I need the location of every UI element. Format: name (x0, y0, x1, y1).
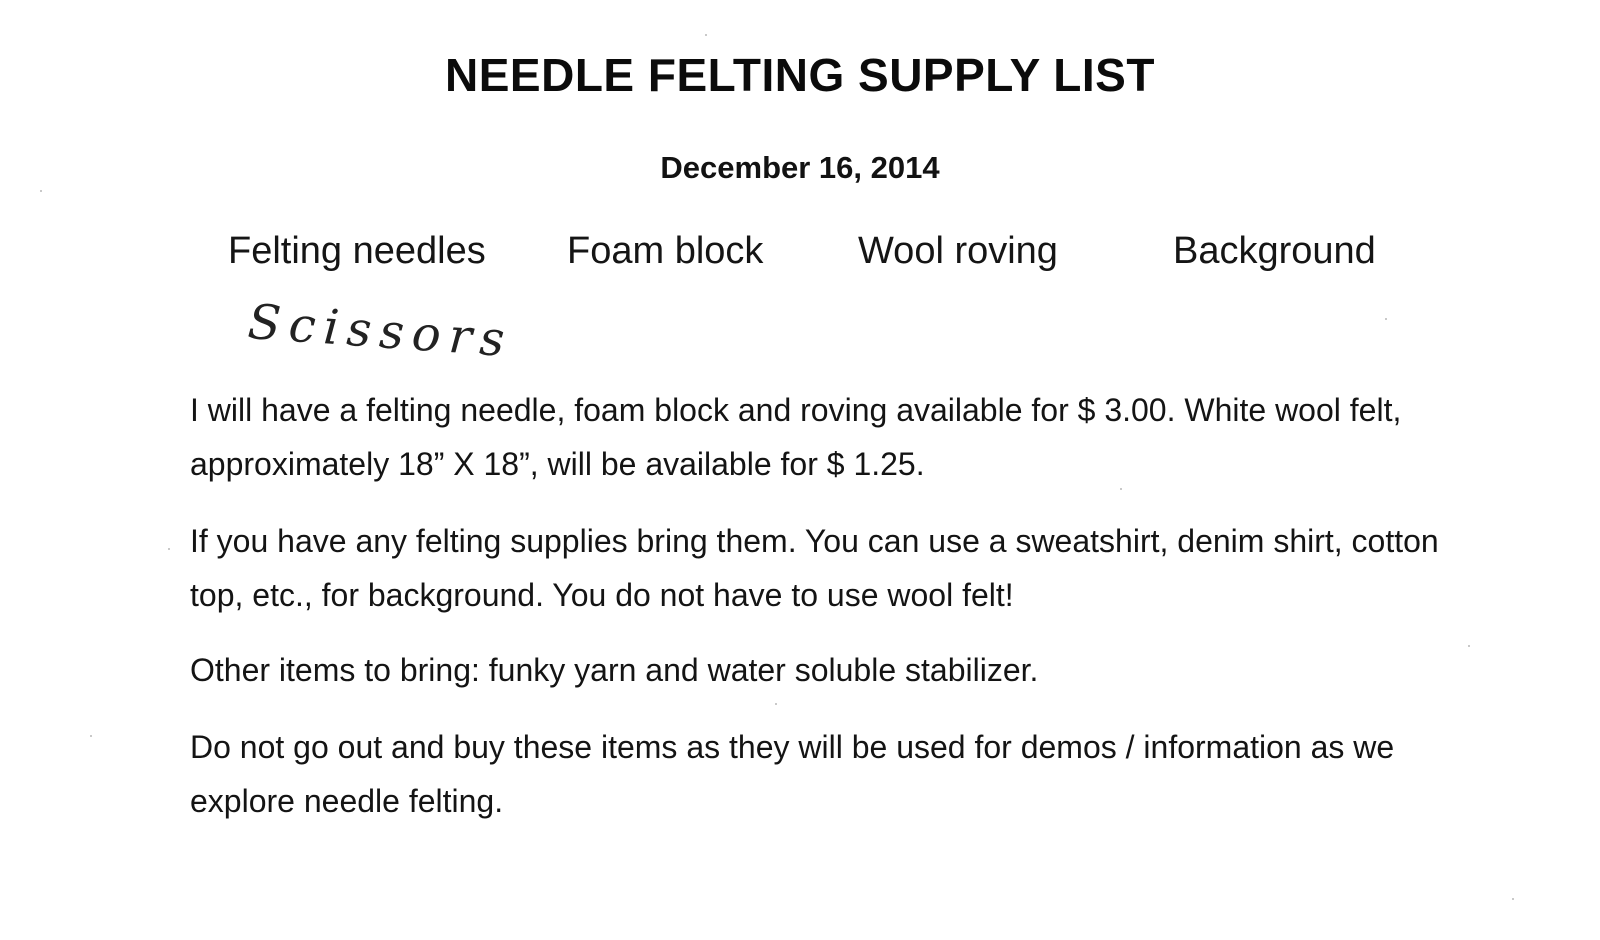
supply-list (0, 230, 1600, 276)
supply-item: Wool roving (858, 230, 1058, 272)
scan-speck (168, 548, 170, 550)
supply-item: Felting needles (228, 230, 486, 272)
paragraph: Other items to bring: funky yarn and water soluble stabilizer. (190, 652, 1039, 688)
scan-speck (40, 190, 42, 192)
paragraph: If you have any felting supplies bring them. You can use a sweatshirt, denim shirt, cotton top, etc., for background. You do not have to use wool felt! (190, 523, 1439, 613)
scan-speck (1468, 645, 1470, 647)
handwritten-note: Scissors (246, 294, 515, 369)
page-title: NEEDLE FELTING SUPPLY LIST (445, 49, 1155, 101)
paragraph: I will have a felting needle, foam block and roving available for $ 3.00. White wool felt, approximately 18” X 18”, will be available for $ 1.25. (190, 392, 1402, 482)
scan-speck (705, 34, 707, 36)
scan-speck (775, 703, 777, 705)
scan-speck (1512, 898, 1514, 900)
supply-item: Foam block (567, 230, 764, 272)
document-date: December 16, 2014 (660, 150, 940, 185)
supply-item: Background (1173, 230, 1376, 272)
scan-speck (90, 735, 92, 737)
scan-speck (1385, 318, 1387, 320)
paragraph: Do not go out and buy these items as they will be used for demos / information as we explore needle felting. (190, 729, 1395, 819)
